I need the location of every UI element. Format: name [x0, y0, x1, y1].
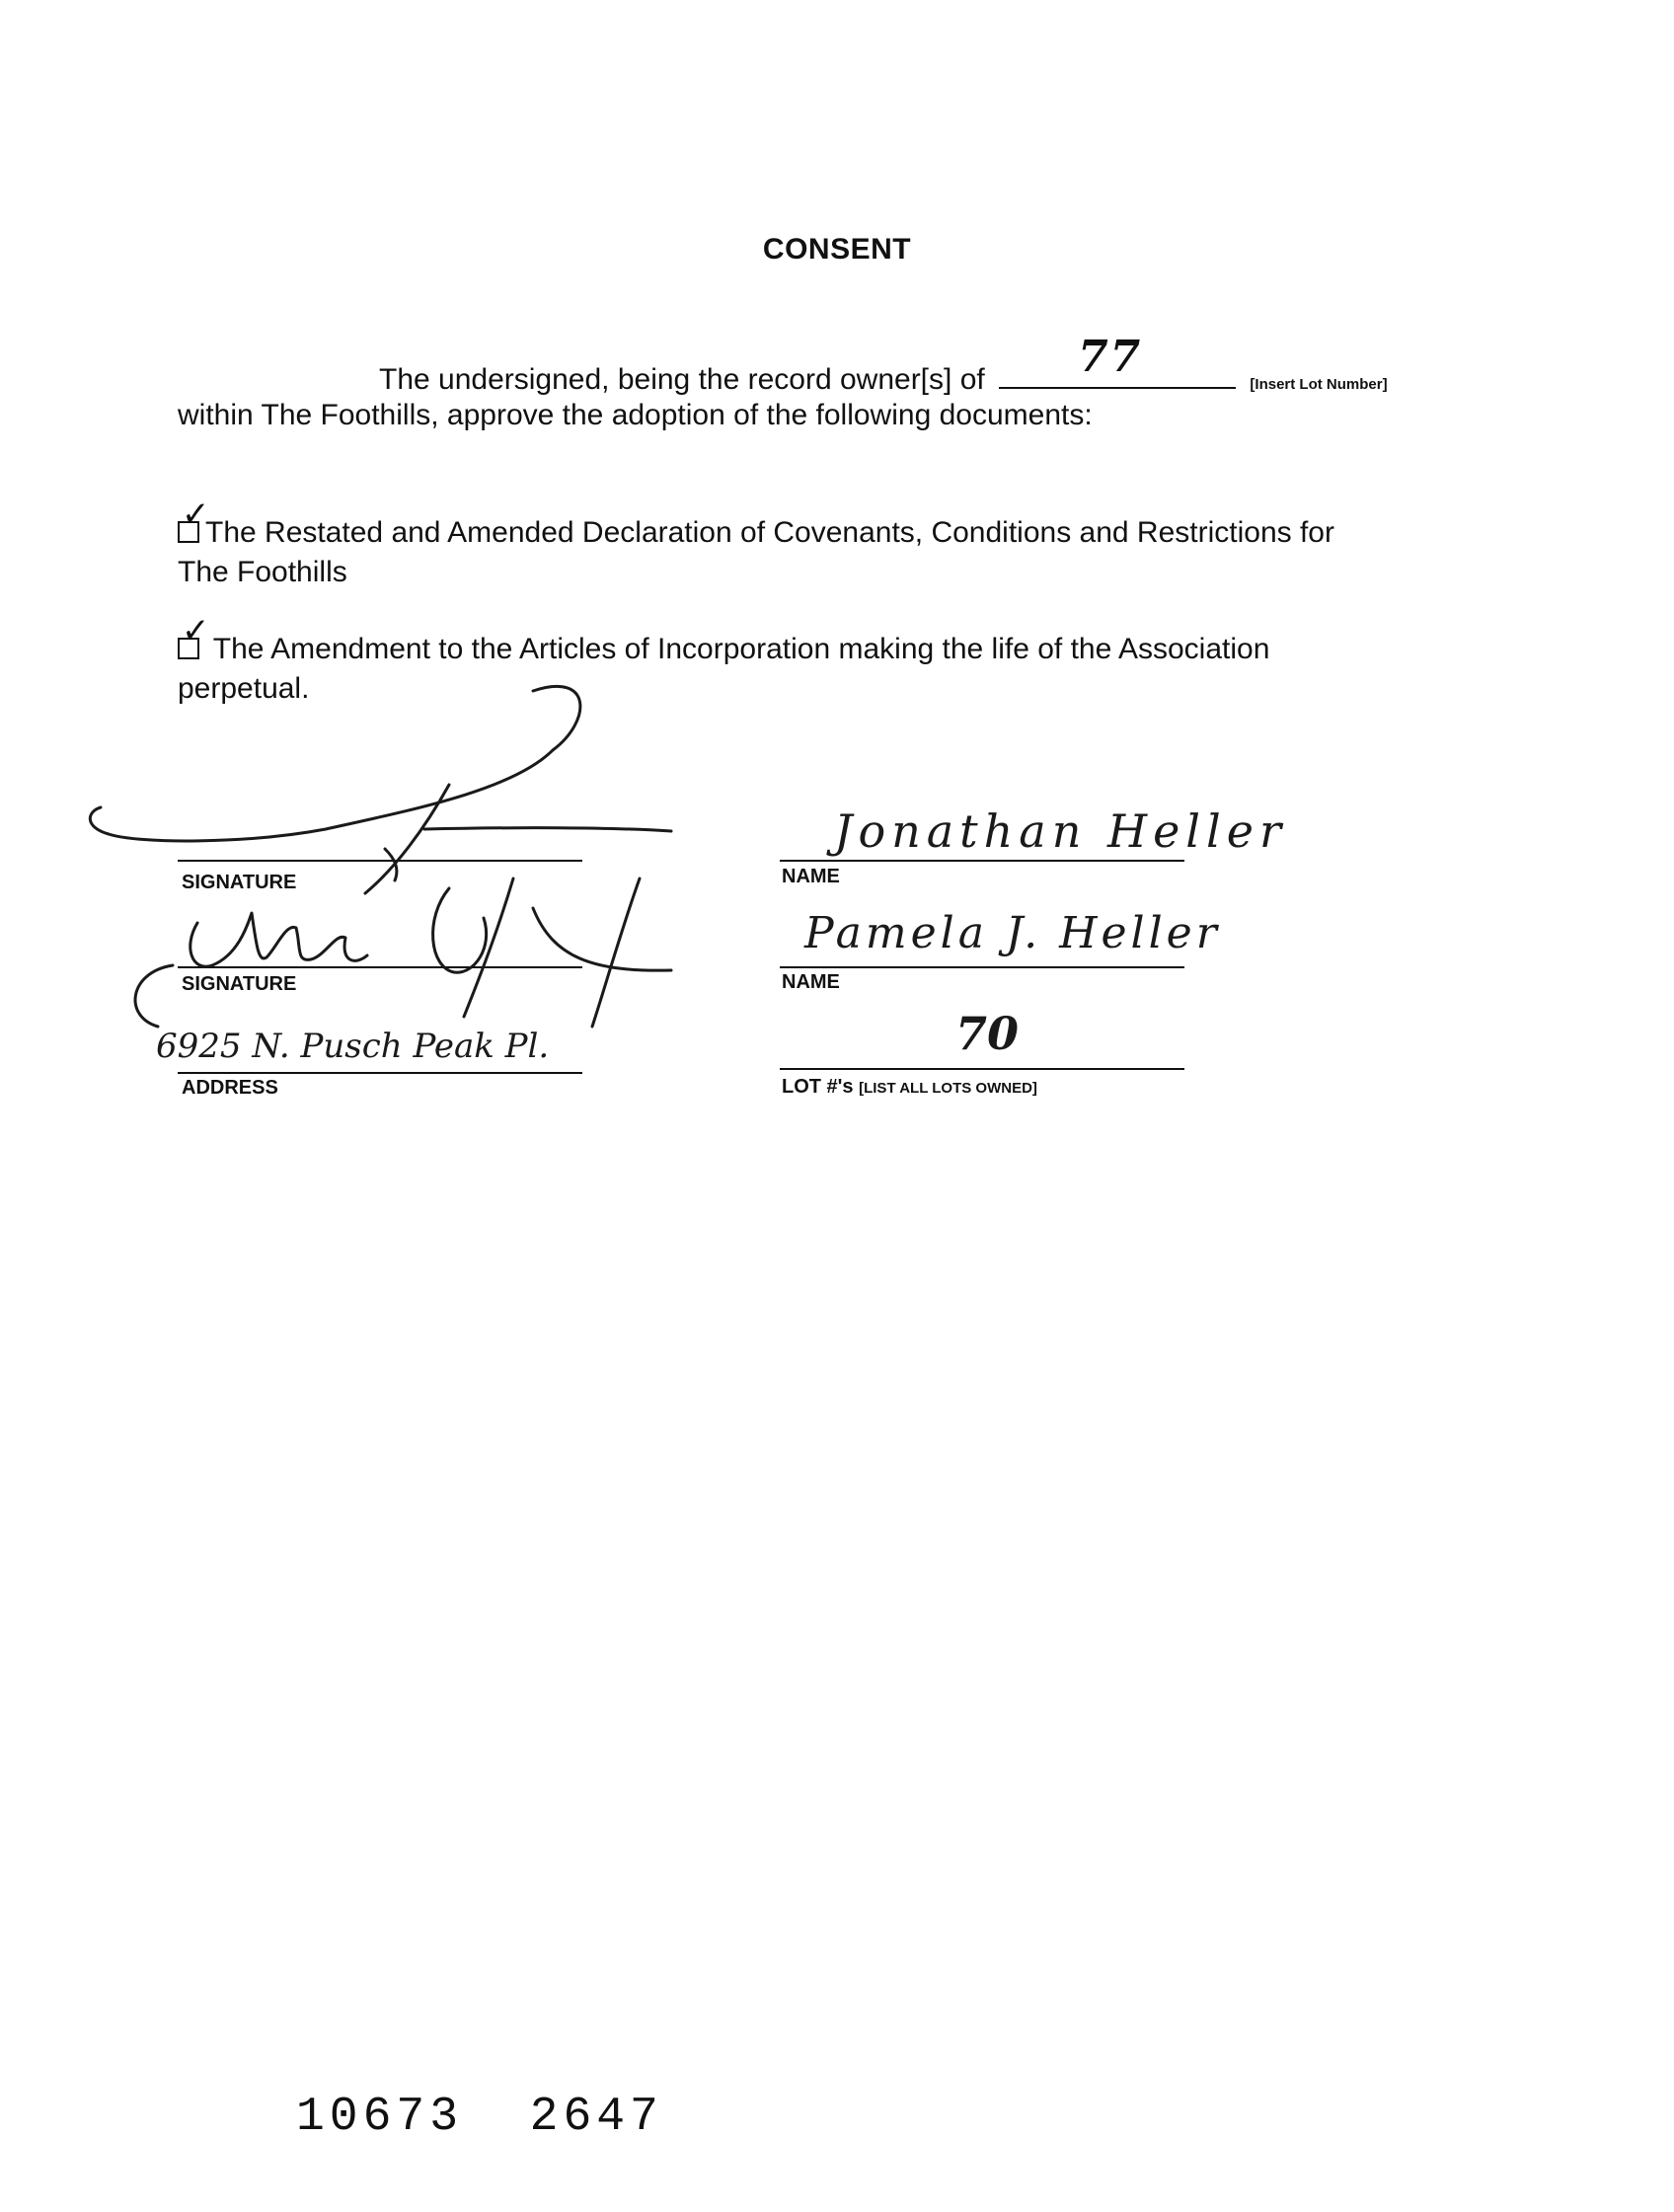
- signature-label-1: SIGNATURE: [182, 872, 297, 893]
- lots-label-main: LOT #'s: [782, 1076, 860, 1098]
- amendment-text: The Amendment to the Articles of Incorporation making the life of the Association: [212, 633, 1270, 665]
- signature-2-tail: [464, 878, 513, 1017]
- signature-1-stroke-c: [385, 849, 397, 880]
- check-mark-icon: ✓: [182, 495, 210, 534]
- declaration-text-line2: The Foothills: [178, 556, 347, 588]
- lot-number-hint: [Insert Lot Number]: [1250, 376, 1388, 393]
- signature-2-loop: [433, 888, 487, 972]
- signature-1-stroke-b: [424, 828, 671, 831]
- declaration-text: The Restated and Amended Declaration of Covenants, Conditions and Restrictions for: [205, 516, 1334, 549]
- name-label-2: NAME: [782, 971, 840, 993]
- document-stamp-number: 10673 2647: [296, 2091, 663, 2144]
- address-value: 6925 N. Pusch Peak Pl.: [156, 1027, 550, 1066]
- signature-1-stroke-a: [365, 785, 449, 893]
- address-label: ADDRESS: [182, 1077, 278, 1099]
- name-value-1: Jonathan Heller: [834, 804, 1287, 858]
- signature-1-drawing: [90, 686, 580, 841]
- amendment-text-line2: perpetual.: [178, 672, 310, 705]
- document-title: CONSENT: [762, 233, 912, 266]
- signature-2-vertical: [592, 878, 640, 1027]
- intro-text: The undersigned, being the record owner[s] of: [379, 363, 985, 396]
- signature-label-2: SIGNATURE: [182, 973, 297, 995]
- lots-value: 70: [955, 1007, 1020, 1060]
- name-value-2: Pamela J. Heller: [804, 908, 1221, 958]
- check-mark-icon: ✓: [182, 611, 210, 650]
- lot-number-value: 77: [1078, 332, 1143, 382]
- signature-2-drawing: [190, 913, 367, 966]
- name-label-1: NAME: [782, 866, 840, 887]
- intro-line-2: within The Foothills, approve the adoption of the following documents:: [178, 399, 1093, 431]
- signature-2-lead: [135, 965, 173, 1027]
- signature-2-end: [533, 908, 671, 970]
- lots-label-hint: [LIST ALL LOTS OWNED]: [859, 1080, 1037, 1097]
